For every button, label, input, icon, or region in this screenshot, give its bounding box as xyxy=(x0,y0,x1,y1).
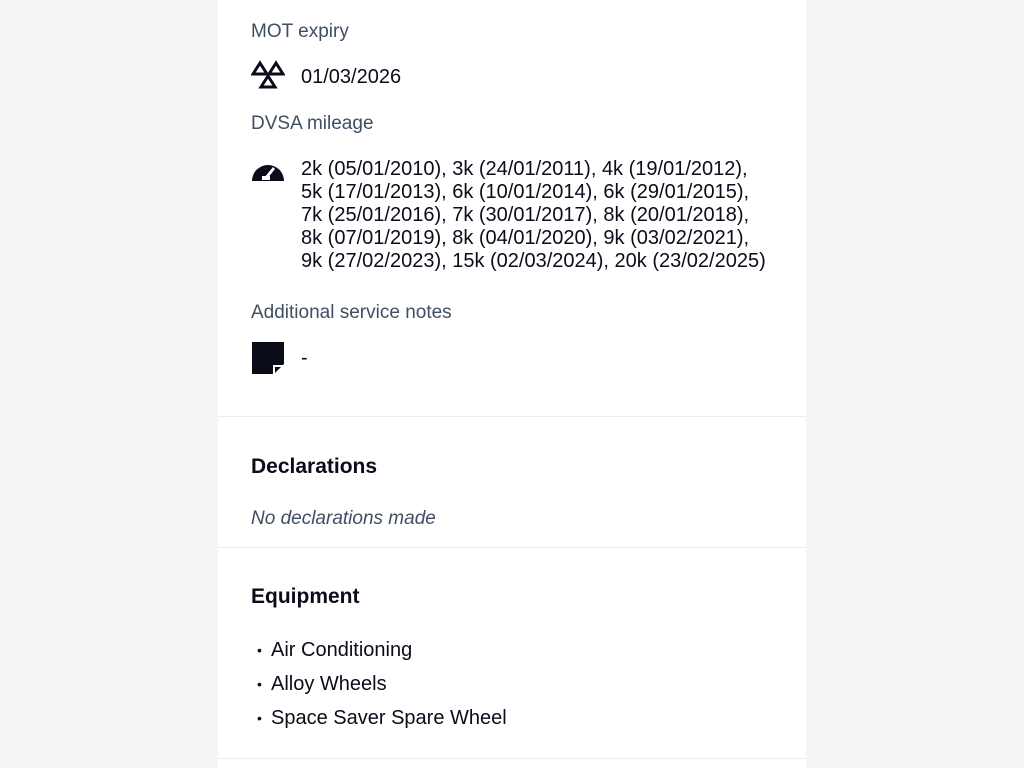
mot-expiry-label: MOT expiry xyxy=(251,21,349,42)
list-item xyxy=(251,633,773,667)
equipment-item-label: Space Saver Spare Wheel xyxy=(271,707,507,729)
declarations-section xyxy=(218,417,806,548)
bullet-icon: • xyxy=(257,710,262,726)
equipment-heading: Equipment xyxy=(251,585,360,608)
bullet-icon: • xyxy=(257,676,262,692)
mot-triangles-icon xyxy=(251,60,285,94)
list-item xyxy=(251,667,773,701)
equipment-section xyxy=(218,548,806,759)
equipment-item-label: Alloy Wheels xyxy=(271,673,387,695)
dvsa-mileage-label: DVSA mileage xyxy=(251,113,374,134)
declarations-note: No declarations made xyxy=(251,508,436,529)
speedometer-icon xyxy=(251,154,285,188)
dvsa-mileage-row xyxy=(251,154,773,273)
sticky-note-icon xyxy=(251,341,285,375)
service-notes-value: - xyxy=(301,347,308,369)
vehicle-details-section xyxy=(218,0,806,417)
service-notes-row xyxy=(251,341,773,375)
dvsa-mileage-value: 2k (05/01/2010), 3k (24/01/2011), 4k (19/01/2012), 5k (17/01/2013), 6k (10/01/2014), 6k (29/01/2015), 7k (25/01/2016), 7k (30/01/2017), 8k (20/01/2018), 8k (07/01/2019), 8k (04/01/2020), 9k (03/02/2021), 9k (27/02/2023), 15k (02/03/2024), 20k (23/02/2025) xyxy=(301,158,766,272)
mot-expiry-value: 01/03/2026 xyxy=(301,66,402,88)
service-notes-label: Additional service notes xyxy=(251,302,452,323)
dvsa-mileage-field xyxy=(251,112,773,273)
vehicle-info-panel xyxy=(218,0,806,768)
equipment-item-label: Air Conditioning xyxy=(271,639,413,661)
mot-expiry-row xyxy=(251,60,773,94)
declarations-heading: Declarations xyxy=(251,455,378,478)
mot-expiry-field xyxy=(251,20,773,94)
equipment-list xyxy=(251,633,773,735)
bullet-icon: • xyxy=(257,642,262,658)
service-notes-field xyxy=(251,301,773,375)
list-item xyxy=(251,701,773,735)
